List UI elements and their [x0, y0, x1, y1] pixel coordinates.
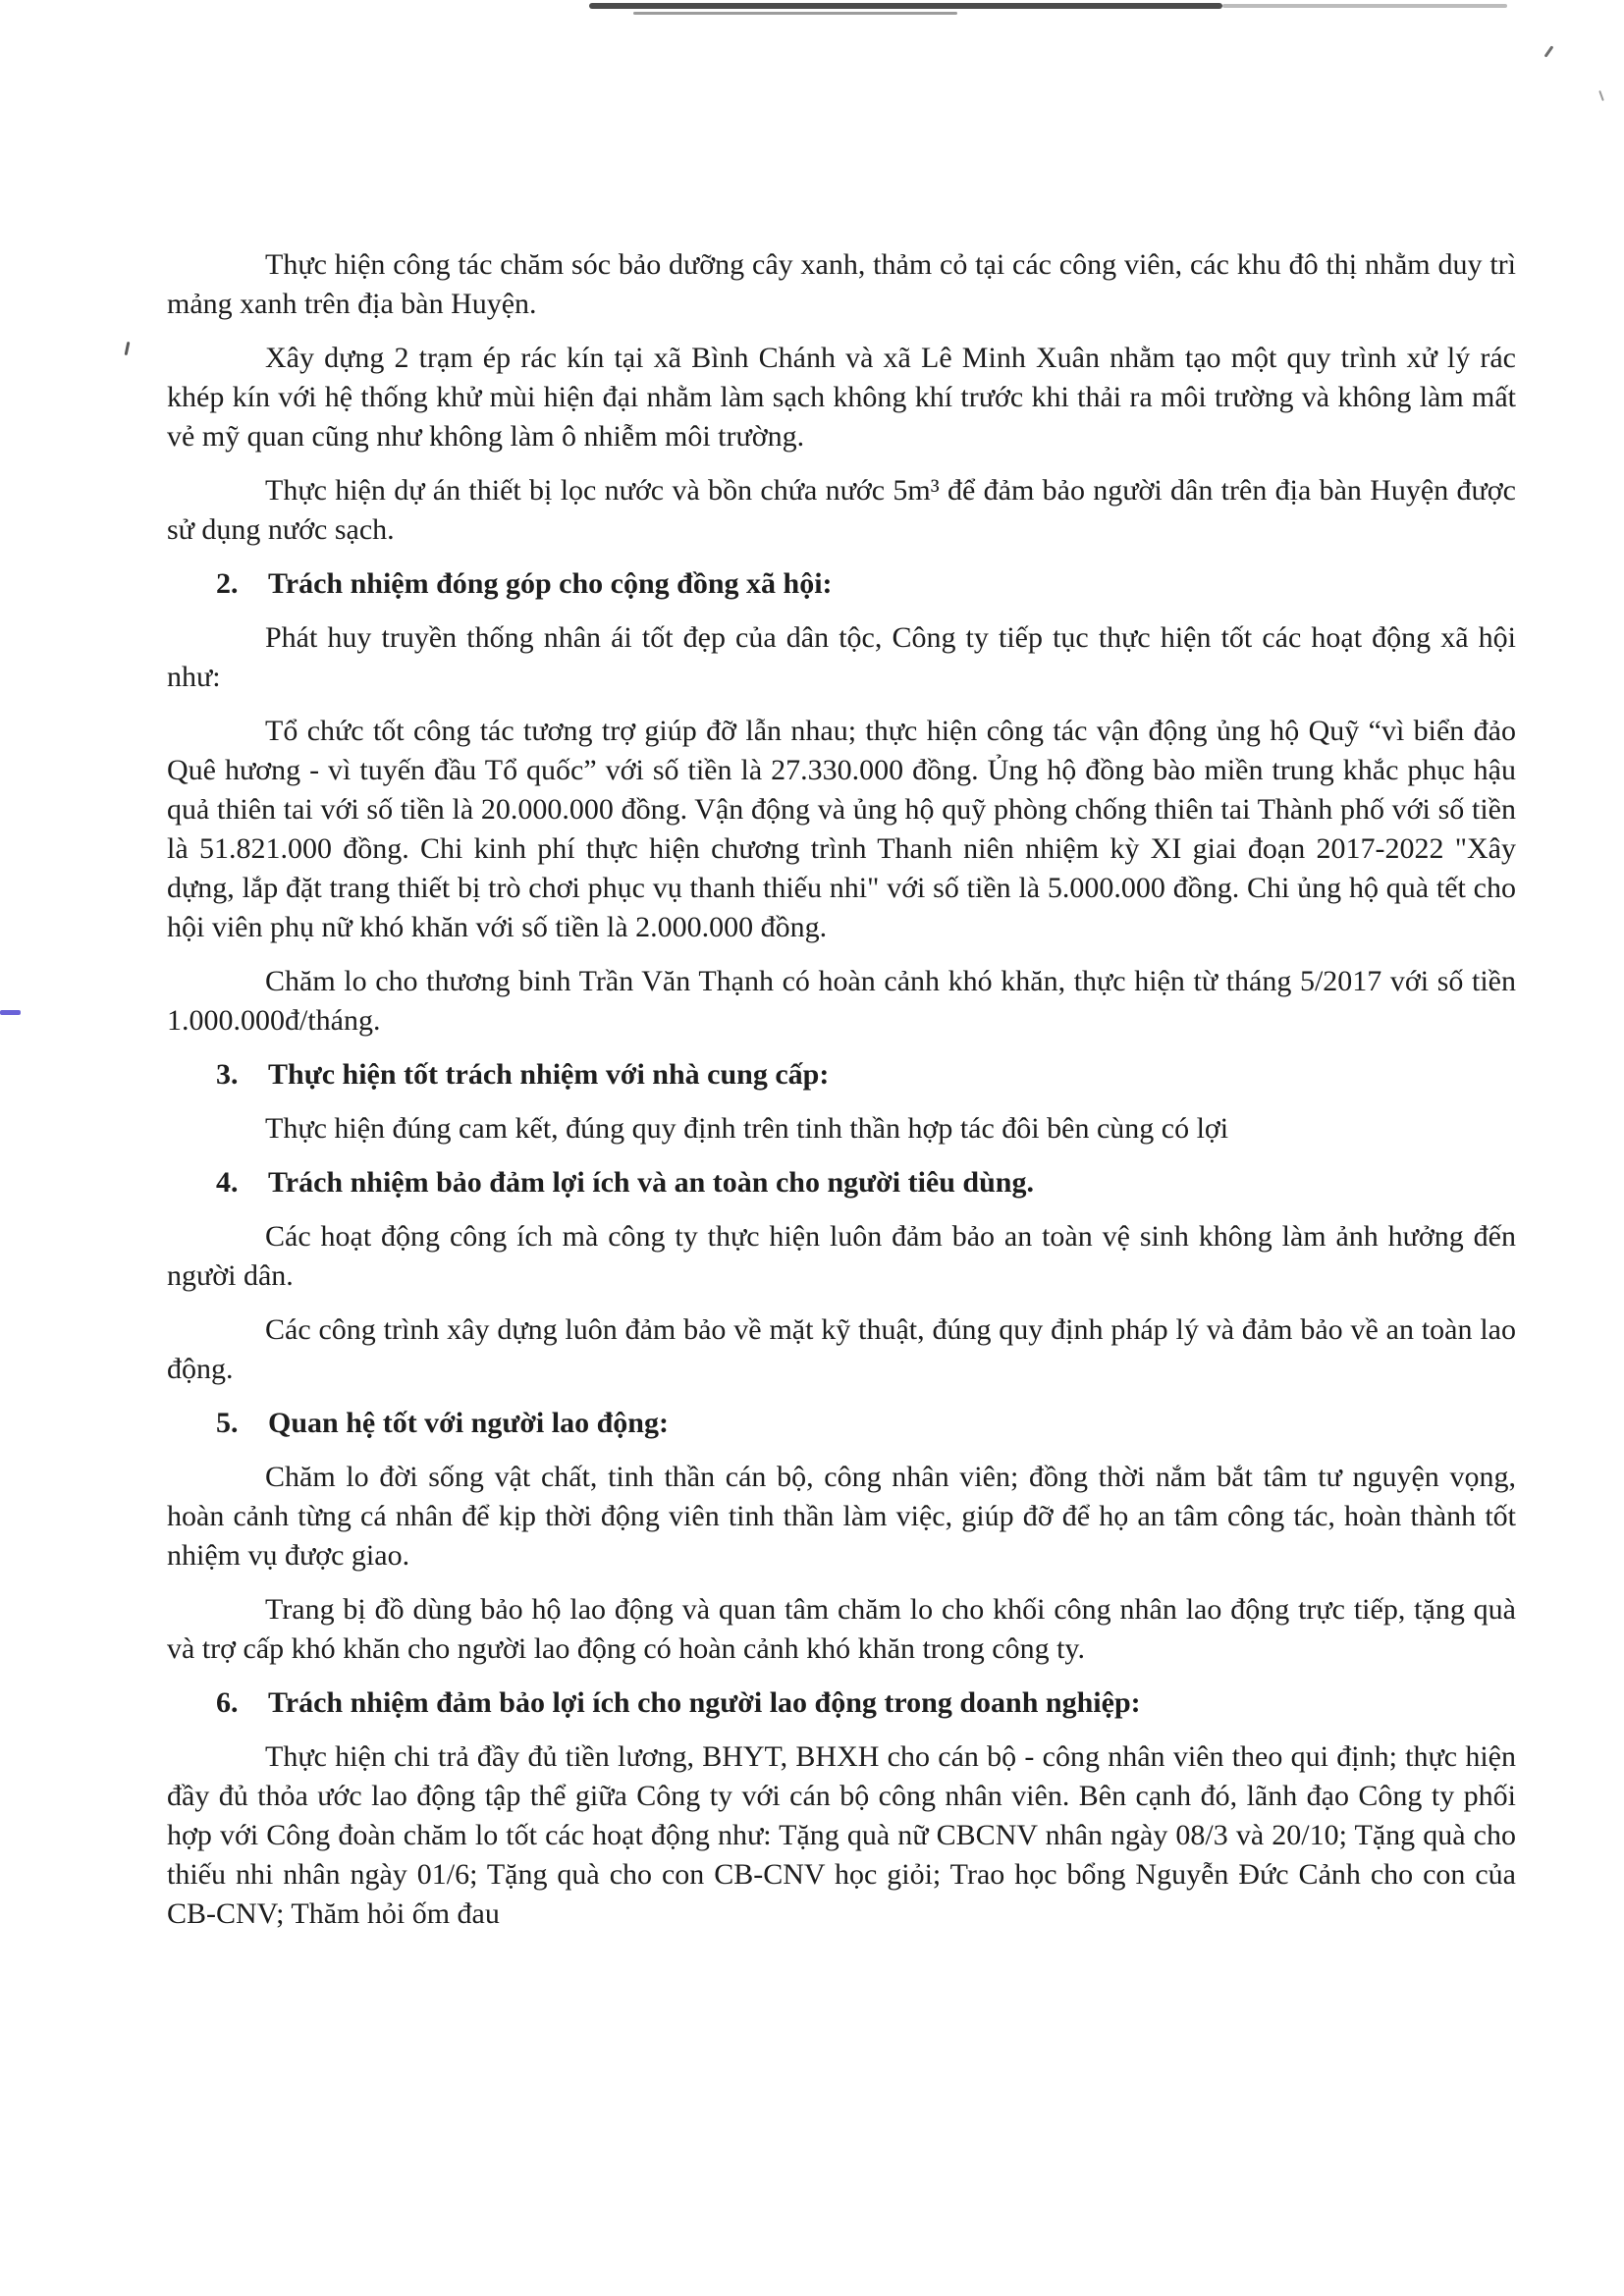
- section-number: 3.: [216, 1058, 239, 1091]
- section-title: Trách nhiệm đảm bảo lợi ích cho người lao động trong doanh nghiệp:: [268, 1686, 1141, 1719]
- body-paragraph: Trang bị đồ dùng bảo hộ lao động và quan tâm chăm lo cho khối công nhân lao động trực tiếp, tặng quà và trợ cấp khó khăn cho người lao động có hoàn cảnh khó khăn trong công ty.: [167, 1593, 1516, 1665]
- scanner-streak-artifact: [1222, 4, 1507, 8]
- document-body: [167, 245, 1516, 1934]
- section-title: Thực hiện tốt trách nhiệm với nhà cung cấp:: [268, 1058, 830, 1091]
- body-paragraph: Thực hiện đúng cam kết, đúng quy định trên tinh thần hợp tác đôi bên cùng có lợi: [265, 1112, 1229, 1145]
- body-paragraph: Phát huy truyền thống nhân ái tốt đẹp của dân tộc, Công ty tiếp tục thực hiện tốt các hoạt động xã hội như:: [167, 621, 1516, 693]
- body-paragraph: Chăm lo đời sống vật chất, tinh thần cán bộ, công nhân viên; đồng thời nắm bắt tâm tư nguyện vọng, hoàn cảnh từng cá nhân để kịp thời động viên tinh thần làm việc, giúp đỡ để họ an tâm công tác, hoàn thành tốt nhiệm vụ được giao.: [167, 1461, 1516, 1572]
- scanner-streak-artifact: [589, 3, 1222, 9]
- body-paragraph: Các công trình xây dựng luôn đảm bảo về mặt kỹ thuật, đúng quy định pháp lý và đảm bảo về an toàn lao động.: [167, 1313, 1516, 1385]
- section-title: Trách nhiệm đóng góp cho cộng đồng xã hội:: [268, 567, 833, 600]
- section-number: 2.: [216, 567, 239, 600]
- body-paragraph: Thực hiện chi trả đầy đủ tiền lương, BHYT, BHXH cho cán bộ - công nhân viên theo qui định; thực hiện đầy đủ thỏa ước lao động tập thể giữa Công ty với cán bộ công nhân viên. Bên cạnh đó, lãnh đạo Công ty phối hợp với Công đoàn chăm lo tốt các hoạt động như: Tặng quà nữ CBCNV nhân ngày 08/3 và 20/10; Tặng quà cho thiếu nhi nhân ngày 01/6; Tặng quà cho con CB-CNV học giỏi; Trao học bổng Nguyễn Đức Cảnh cho con của CB-CNV; Thăm hỏi ốm đau: [167, 1740, 1516, 1930]
- body-paragraph: Thực hiện dự án thiết bị lọc nước và bồn chứa nước 5m³ để đảm bảo người dân trên địa bàn Huyện được sử dụng nước sạch.: [167, 474, 1516, 546]
- section-heading-3: [167, 1055, 1516, 1095]
- section-heading-6: [167, 1683, 1516, 1723]
- body-paragraph: Tổ chức tốt công tác tương trợ giúp đỡ lẫn nhau; thực hiện công tác vận động ủng hộ Quỹ “vì biển đảo Quê hương - vì tuyến đầu Tổ quốc” với số tiền là 27.330.000 đồng. Ủng hộ đồng bào miền trung khắc phục hậu quả thiên tai với số tiền là 20.000.000 đồng. Vận động và ủng hộ quỹ phòng chống thiên tai Thành phố với số tiền là 51.821.000 đồng. Chi kinh phí thực hiện chương trình Thanh niên nhiệm kỳ XI giai đoạn 2017-2022 "Xây dựng, lắp đặt trang thiết bị trò chơi phục vụ thanh thiếu nhi" với số tiền là 5.000.000 đồng. Chi ủng hộ quà tết cho hội viên phụ nữ khó khăn với số tiền là 2.000.000 đồng.: [167, 715, 1516, 943]
- section-title: Quan hệ tốt với người lao động:: [268, 1407, 669, 1439]
- body-paragraph: Các hoạt động công ích mà công ty thực hiện luôn đảm bảo an toàn vệ sinh không làm ảnh hưởng đến người dân.: [167, 1220, 1516, 1292]
- section-title: Trách nhiệm bảo đảm lợi ích và an toàn cho người tiêu dùng.: [268, 1166, 1034, 1199]
- scan-speck-artifact: [125, 342, 131, 355]
- section-number: 4.: [216, 1166, 239, 1199]
- body-paragraph: Thực hiện công tác chăm sóc bảo dưỡng cây xanh, thảm cỏ tại các công viên, các khu đô thị nhằm duy trì mảng xanh trên địa bàn Huyện.: [167, 248, 1516, 320]
- section-heading-2: [167, 564, 1516, 604]
- pen-dash-mark: [0, 1010, 21, 1015]
- section-heading-5: [167, 1404, 1516, 1443]
- body-paragraph: Chăm lo cho thương binh Trần Văn Thạnh có hoàn cảnh khó khăn, thực hiện từ tháng 5/2017 với số tiền 1.000.000đ/tháng.: [167, 965, 1516, 1037]
- scan-speck-artifact: [1544, 45, 1554, 57]
- section-number: 6.: [216, 1686, 239, 1719]
- scanner-streak-artifact: [633, 12, 957, 15]
- section-number: 5.: [216, 1407, 239, 1439]
- section-heading-4: [167, 1163, 1516, 1202]
- scan-speck-artifact: [1598, 90, 1604, 101]
- body-paragraph: Xây dựng 2 trạm ép rác kín tại xã Bình Chánh và xã Lê Minh Xuân nhằm tạo một quy trình xử lý rác khép kín với hệ thống khử mùi hiện đại nhằm làm sạch không khí trước khi thải ra môi trường và không làm mất vẻ mỹ quan cũng như không làm ô nhiễm môi trường.: [167, 342, 1516, 453]
